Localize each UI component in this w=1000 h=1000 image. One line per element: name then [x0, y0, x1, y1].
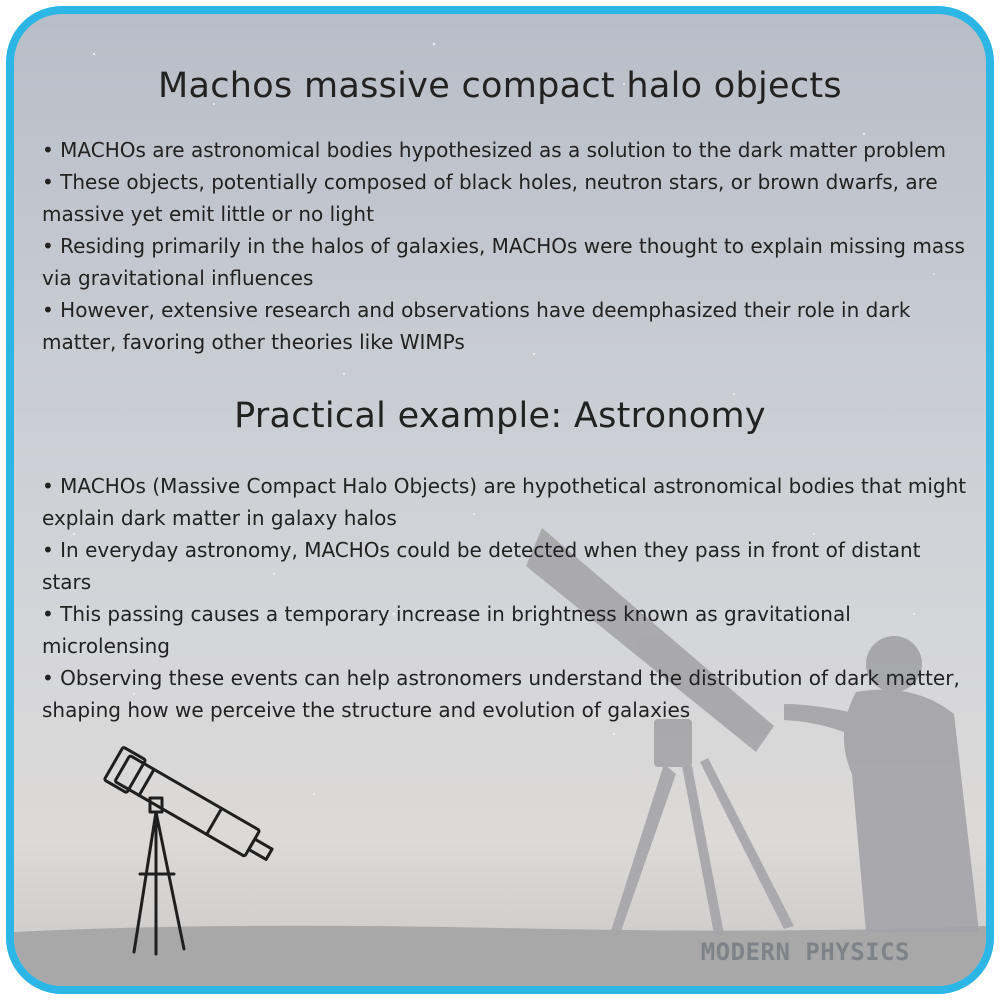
watermark-logo: MODERN PHYSICS: [700, 938, 910, 966]
bullet-item: • This passing causes a temporary increase in brightness known as gravitational microlensing: [42, 598, 972, 662]
bullet-list-practical-example: [42, 470, 972, 726]
card-content: [14, 14, 986, 986]
info-card: [6, 6, 994, 994]
section-title-macho: Machos massive compact halo objects: [158, 66, 842, 106]
section-title-practical-example: Practical example: Astronomy: [234, 396, 766, 436]
bullet-item: • In everyday astronomy, MACHOs could be detected when they pass in front of distant stars: [42, 534, 972, 598]
bullet-item: • MACHOs are astronomical bodies hypothesized as a solution to the dark matter problem: [42, 134, 972, 166]
bullet-item: • Residing primarily in the halos of galaxies, MACHOs were thought to explain missing mass via gravitational influences: [42, 230, 972, 294]
bullet-item: • MACHOs (Massive Compact Halo Objects) are hypothetical astronomical bodies that might explain dark matter in galaxy halos: [42, 470, 972, 534]
bullet-list-macho: [42, 134, 972, 358]
bullet-item: • These objects, potentially composed of black holes, neutron stars, or brown dwarfs, are massive yet emit little or no light: [42, 166, 972, 230]
bullet-item: • Observing these events can help astronomers understand the distribution of dark matter, shaping how we perceive the structure and evolution of galaxies: [42, 662, 972, 726]
bullet-item: • However, extensive research and observations have deemphasized their role in dark matter, favoring other theories like WIMPs: [42, 294, 972, 358]
